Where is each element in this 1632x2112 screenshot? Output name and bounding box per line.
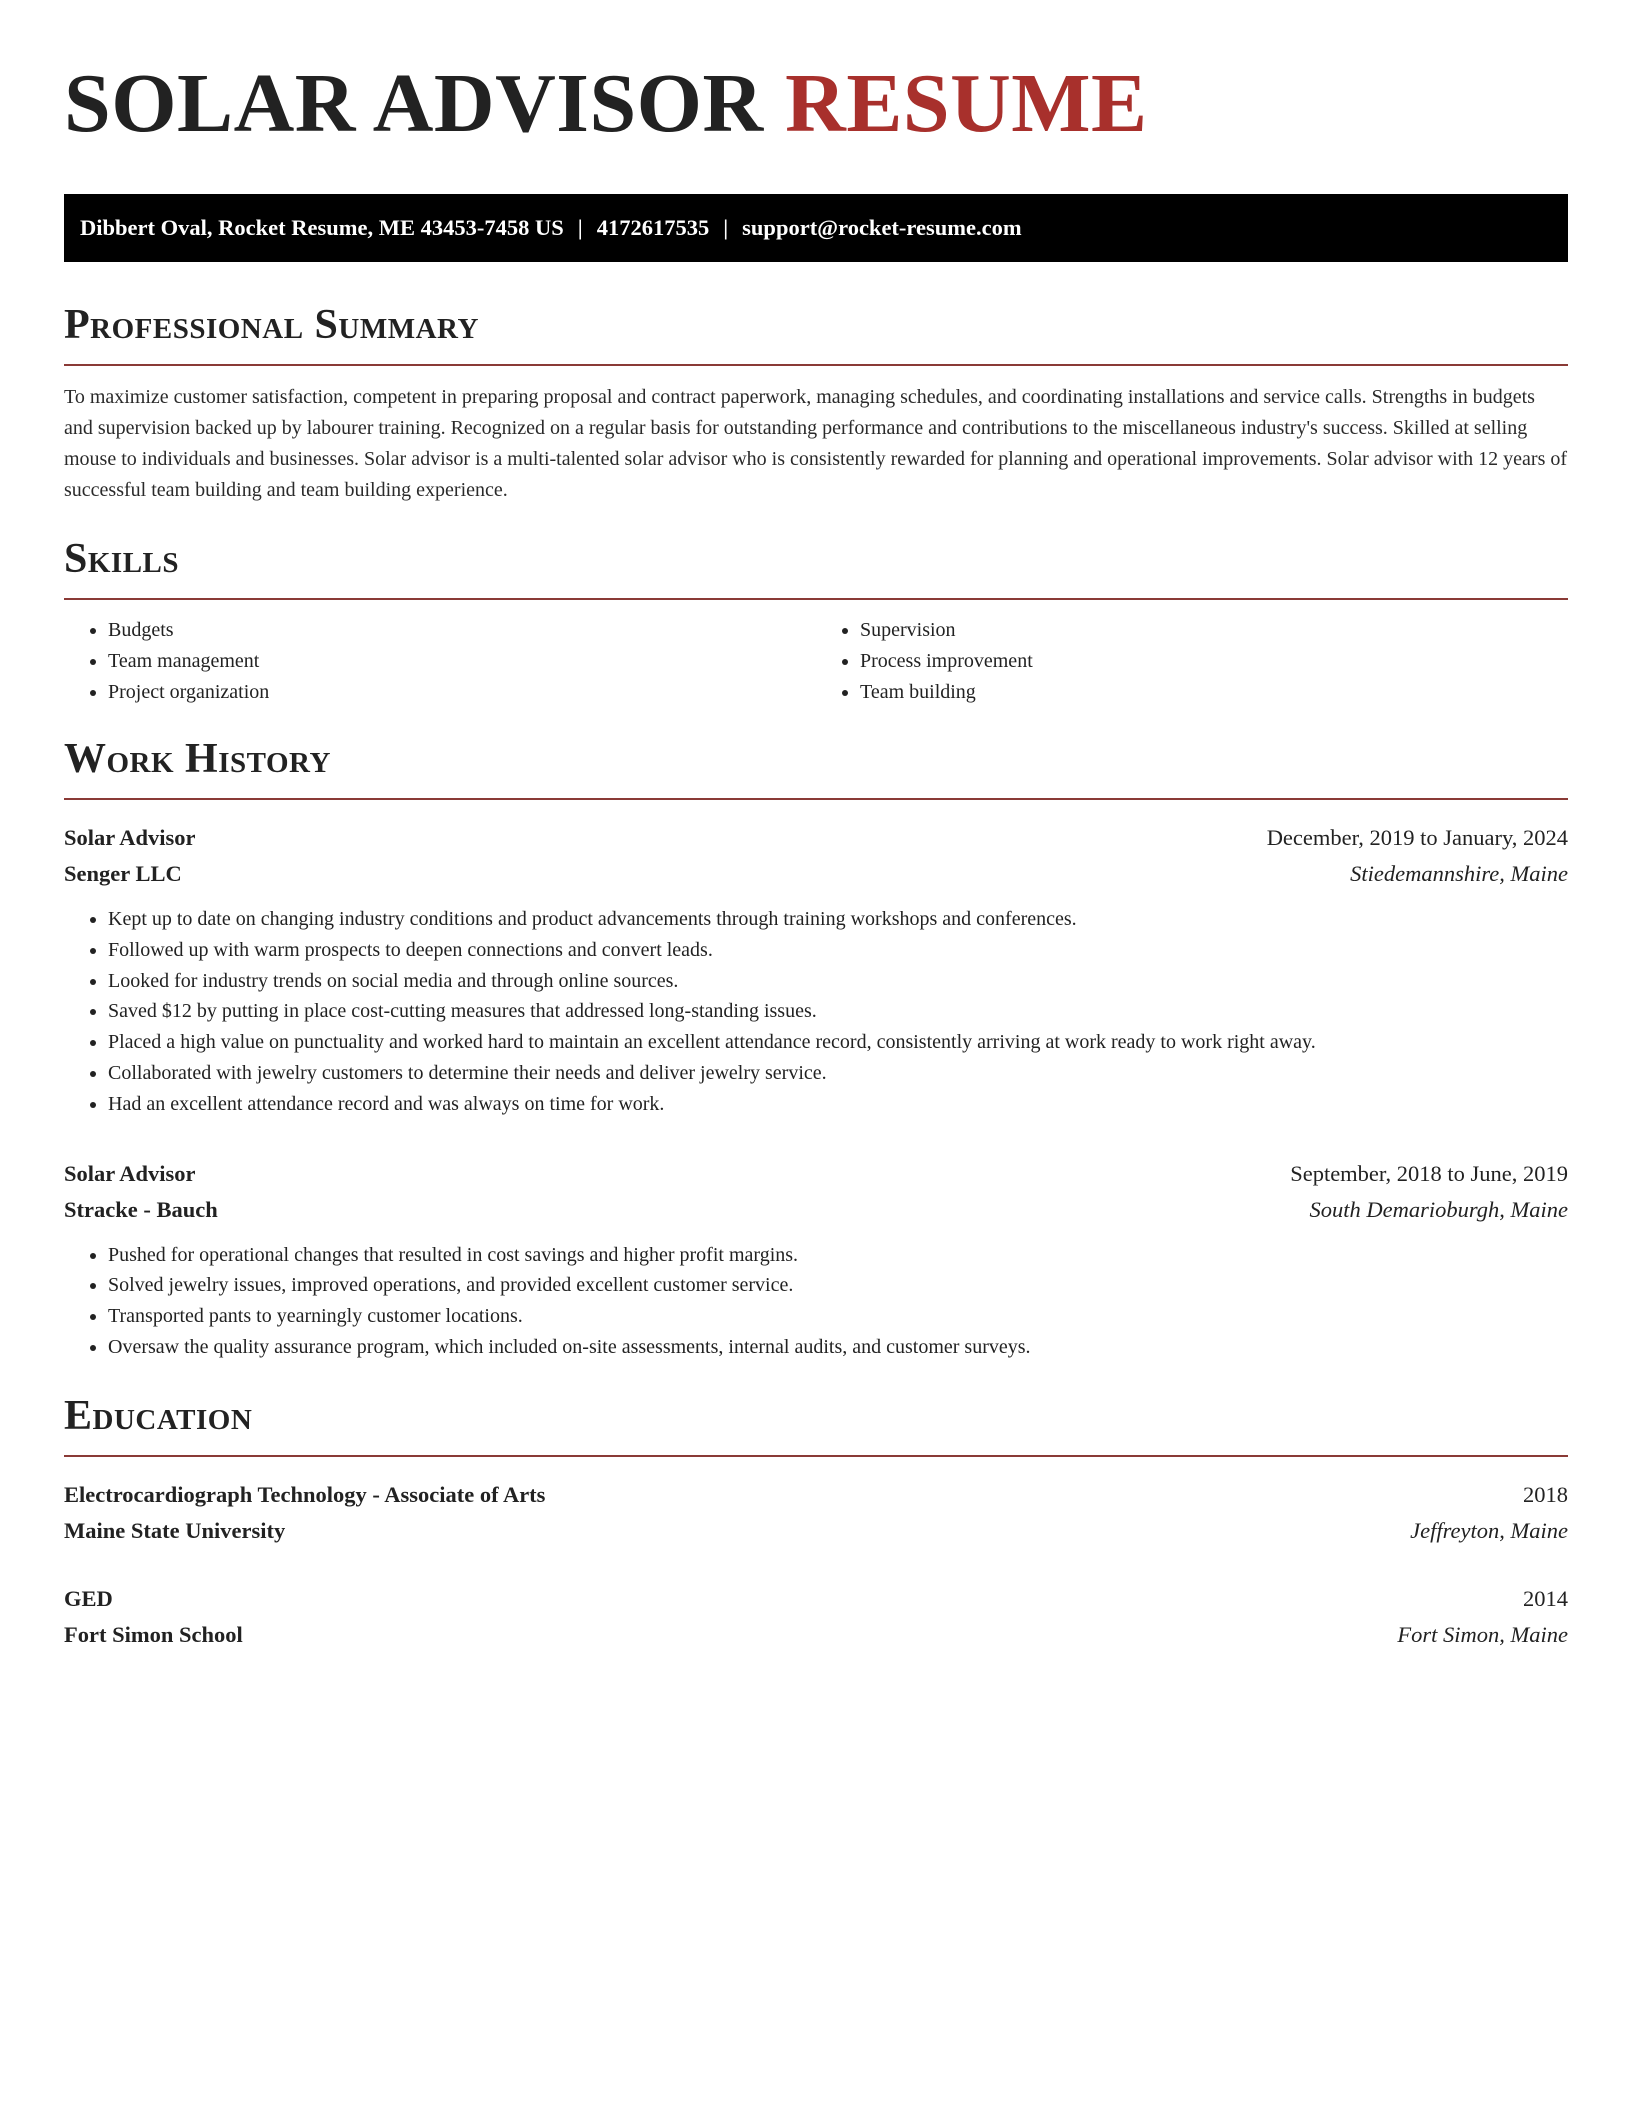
job-bullet: • Kept up to date on changing industry conditions and product advancements through training workshops and conferences. bbox=[108, 904, 1568, 935]
title-accent: RESUME bbox=[785, 57, 1148, 150]
education-year: 2014 bbox=[1523, 1585, 1568, 1611]
job-title: Solar Advisor bbox=[64, 1160, 196, 1186]
summary-heading: Professional Summary bbox=[64, 302, 479, 348]
skill-item: • Supervision bbox=[860, 615, 1568, 646]
job-dates: September, 2018 to June, 2019 bbox=[1290, 1160, 1568, 1186]
summary-section bbox=[64, 302, 1568, 506]
summary-text: To maximize customer satisfaction, competent in preparing proposal and contract paperwork, managing schedules, and coordinating installations and service calls. Strengths in budgets and supervision backed up by labourer training. Recognized on a regular basis for outstanding performance and contributions to the miscellaneous industry's success. Skilled at selling mouse to individuals and businesses. Solar advisor is a multi-talented solar advisor who is consistently rewarded for planning and operational improvements. Solar advisor with 12 years of successful team building and team building experience. bbox=[64, 386, 1568, 501]
job-entry bbox=[64, 820, 1568, 1120]
resume-title bbox=[64, 58, 1568, 150]
skill-item: • Process improvement bbox=[860, 646, 1568, 677]
skills-heading: Skills bbox=[64, 536, 180, 582]
job-bullet: • Followed up with warm prospects to deepen connections and convert leads. bbox=[108, 935, 1568, 966]
job-subheader bbox=[64, 1192, 1568, 1228]
skills-section bbox=[64, 536, 1568, 708]
education-school: Maine State University bbox=[64, 1517, 286, 1543]
skill-item: • Team building bbox=[860, 677, 1568, 708]
job-company: Senger LLC bbox=[64, 861, 182, 886]
job-bullet: • Placed a high value on punctuality and worked hard to maintain an excellent attendance record, consistently arriving at work ready to work right away. bbox=[108, 1027, 1568, 1058]
work-history-section bbox=[64, 736, 1568, 1363]
job-subheader bbox=[64, 856, 1568, 892]
job-bullet: • Oversaw the quality assurance program, which included on-site assessments, internal audits, and customer surveys. bbox=[108, 1332, 1568, 1363]
skills-list bbox=[64, 615, 1568, 708]
education-year: 2018 bbox=[1523, 1481, 1568, 1507]
education-header bbox=[64, 1581, 1568, 1617]
section-divider bbox=[64, 364, 1568, 366]
job-bullets bbox=[64, 1240, 1568, 1363]
education-location: Fort Simon, Maine bbox=[1397, 1621, 1568, 1647]
job-header bbox=[64, 820, 1568, 856]
job-header bbox=[64, 1156, 1568, 1192]
contact-address: Dibbert Oval, Rocket Resume, ME 43453-7458 US bbox=[80, 215, 564, 240]
section-divider bbox=[64, 598, 1568, 600]
job-bullet: • Transported pants to yearningly customer locations. bbox=[108, 1301, 1568, 1332]
job-entry bbox=[64, 1156, 1568, 1363]
skills-column-left bbox=[64, 615, 816, 708]
education-heading: Education bbox=[64, 1392, 253, 1439]
education-school: Fort Simon School bbox=[64, 1621, 243, 1647]
skill-item: • Project organization bbox=[108, 677, 816, 708]
skill-item: • Team management bbox=[108, 646, 816, 677]
job-company: Stracke - Bauch bbox=[64, 1196, 218, 1222]
section-divider bbox=[64, 798, 1568, 800]
job-bullet: • Collaborated with jewelry customers to determine their needs and deliver jewelry service. bbox=[108, 1058, 1568, 1089]
education-header bbox=[64, 1477, 1568, 1513]
job-location: South Demarioburgh, Maine bbox=[1309, 1196, 1568, 1222]
education-entry bbox=[64, 1477, 1568, 1549]
contact-bar bbox=[64, 194, 1568, 262]
contact-separator: | bbox=[577, 215, 583, 240]
job-bullets bbox=[64, 904, 1568, 1120]
job-bullet: • Had an excellent attendance record and was always on time for work. bbox=[108, 1089, 1568, 1120]
job-bullet: • Solved jewelry issues, improved operations, and provided excellent customer service. bbox=[108, 1270, 1568, 1301]
title-main: SOLAR ADVISOR bbox=[64, 57, 764, 150]
contact-phone: 4172617535 bbox=[596, 215, 710, 240]
work-history-heading: Work History bbox=[64, 736, 331, 782]
job-location: Stiedemannshire, Maine bbox=[1350, 861, 1568, 886]
education-location: Jeffreyton, Maine bbox=[1410, 1517, 1568, 1543]
skills-column-right bbox=[816, 615, 1568, 708]
education-degree: Electrocardiograph Technology - Associate of Arts bbox=[64, 1481, 546, 1507]
education-subheader bbox=[64, 1513, 1568, 1549]
education-entry bbox=[64, 1581, 1568, 1653]
job-title: Solar Advisor bbox=[64, 825, 196, 850]
education-section bbox=[64, 1393, 1568, 1653]
education-degree: GED bbox=[64, 1585, 113, 1611]
contact-email: support@rocket-resume.com bbox=[742, 215, 1022, 240]
education-subheader bbox=[64, 1617, 1568, 1653]
job-dates: December, 2019 to January, 2024 bbox=[1266, 825, 1568, 850]
job-bullet: • Looked for industry trends on social media and through online sources. bbox=[108, 966, 1568, 997]
skill-item: • Budgets bbox=[108, 615, 816, 646]
section-divider bbox=[64, 1455, 1568, 1457]
job-bullet: • Saved $12 by putting in place cost-cutting measures that addressed long-standing issues. bbox=[108, 996, 1568, 1027]
contact-separator: | bbox=[723, 215, 729, 240]
job-bullet: • Pushed for operational changes that resulted in cost savings and higher profit margins. bbox=[108, 1240, 1568, 1271]
